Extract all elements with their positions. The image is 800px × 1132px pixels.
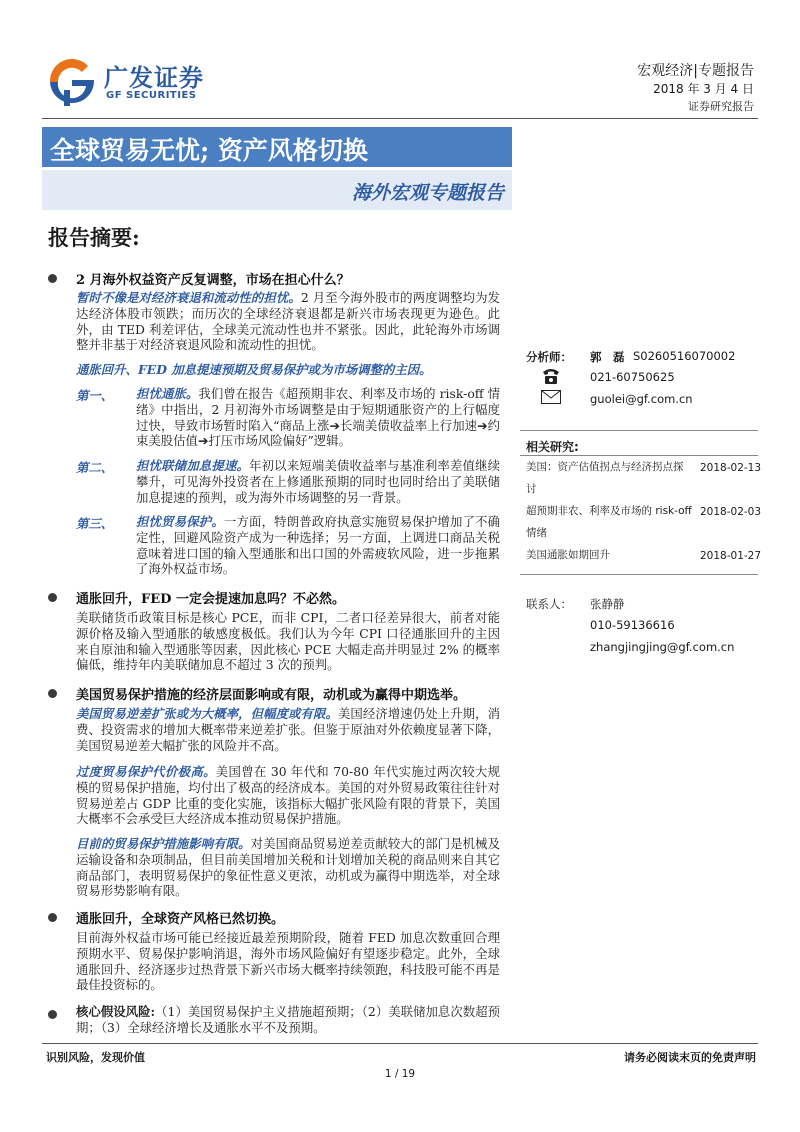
bullet-icon [48, 593, 57, 602]
point-3-label: 第三、 [76, 516, 114, 531]
related-item-2[interactable]: 超预期非农、利率及市场的 risk-off 情绪 [526, 505, 692, 539]
contact-phone: 010-59136616 [590, 618, 675, 632]
related-item-1[interactable]: 美国：资产估值拐点与经济拐点探讨 [526, 461, 684, 495]
section-3-point-3-text: 对美国商品贸易逆差贡献较大的部门是机械及运输设备和杂项制品，但目前美国增加关税和计划增加关税的商品则来自其它商品部门，表明贸易保护的象征性意义更浓，动机或为赢得中期选举，对全球贸易形势影响有限。 [76, 836, 501, 899]
section-3-point-1 [76, 706, 500, 753]
section-3-point-3-lead: 目前的贸易保护措施影响有限。 [76, 836, 251, 851]
footer-disclaimer: 请务必阅读末页的免责声明 [624, 1051, 756, 1064]
analyst-id: S0260516070002 [633, 349, 736, 363]
section-3-point-1-lead: 美国贸易逆差扩张或为大概率，但幅度或有限。 [76, 706, 338, 721]
section-5-heading: 核心假设风险: [76, 1004, 156, 1019]
bullet-icon [48, 689, 57, 698]
section-3-point-1-text: 美国经济增速仍处上升期，消费、投资需求的增加大概率带来逆差扩张。但鉴于原油对外依赖度显著下降，美国贸易逆差大幅扩张的风险并不高。 [76, 706, 501, 753]
related-item-3[interactable]: 美国通胀如期回升 [526, 549, 610, 561]
section-1-sub-lead: 通胀回升、FED 加息提速预期及贸易保护或为市场调整的主因。 [76, 362, 432, 377]
page-number: 1 / 19 [384, 1068, 416, 1080]
footer-divider [42, 1043, 758, 1044]
related-item-1-date: 2018-02-13 [700, 462, 762, 474]
phone-icon [541, 367, 561, 385]
bullet-icon [48, 913, 57, 922]
report-category: 宏观经济|专题报告 [637, 63, 754, 79]
report-date: 2018 年 3 月 4 日 [653, 82, 754, 96]
sidebar-divider [520, 574, 758, 575]
analyst-email[interactable]: guolei@gf.com.cn [590, 392, 693, 406]
point-2-text: 年初以来短端美债收益率与基准利率差值继续攀升，可见海外投资者在上修通胀预期的同时也同时给出了美联储加息提速的预判，或为海外市场调整的另一背景。 [136, 458, 501, 505]
point-3-text: 一方面，特朗普政府执意实施贸易保护增加了不确定性，回避风险资产成为一种选择；另一方面，上调进口商品关税意味着进口国的输入型通胀和出口国的外需疲软风险，进一步拖累了海外权益市场。 [136, 514, 501, 577]
report-type: 证券研究报告 [688, 100, 754, 113]
point-2-paragraph [136, 458, 500, 505]
report-subtitle: 海外宏观专题报告 [351, 182, 504, 204]
related-research-title: 相关研究: [526, 440, 579, 454]
section-2-heading: 通胀回升，FED 一定会提速加息吗？不必然。 [76, 592, 345, 607]
contact-email[interactable]: zhangjingjing@gf.com.cn [590, 640, 735, 654]
company-logo [42, 52, 212, 112]
section-5-text: （1）美国贸易保护主义措施超预期；（2）美联储加息次数超预期；（3）全球经济增长及通胀水平不及预期。 [76, 1004, 500, 1035]
contact-name: 张静静 [590, 597, 625, 611]
point-1-text: 我们曾在报告《超预期非农、利率及市场的 risk-off 情绪》中指出，2 月初海外市场调整是由于短期通胀资产的上行幅度过快，导致市场暂时陷入“商品上涨➔长端美债收益率上行加速➔约束美股估值➔打压市场风险偏好”逻辑。 [136, 386, 501, 449]
bullet-icon [48, 274, 57, 283]
point-1-paragraph [136, 386, 500, 449]
report-title: 全球贸易无忧; 资产风格切换 [50, 136, 368, 165]
point-1-label: 第一、 [76, 388, 114, 403]
summary-heading: 报告摘要: [48, 225, 140, 250]
logo-text-en: GF SECURITIES [106, 90, 197, 101]
point-2-label: 第二、 [76, 460, 114, 475]
section-2-text: 美联储货币政策目标是核心 PCE，而非 CPI，二者口径差异很大，前者对能源价格及输入型通胀的敏感度极低。我们认为今年 CPI 口径通胀回升的主因来自原油和输入型通胀等因素，因此核心 PCE 大幅走高并明显过 2% 的概率偏低，维持年内美联储加息不超过 3 次的预判。 [76, 610, 500, 673]
bullet-icon [48, 1010, 57, 1019]
email-icon [541, 390, 561, 404]
section-3-point-2 [76, 764, 500, 827]
section-3-point-3 [76, 836, 500, 899]
gf-logo-icon [42, 52, 102, 112]
footer-slogan: 识别风险，发现价值 [46, 1051, 145, 1064]
analyst-label: 分析师： [526, 350, 572, 364]
sidebar-divider [520, 430, 758, 431]
section-3-point-2-lead: 过度贸易保护代价极高。 [76, 764, 216, 779]
analyst-phone: 021-60750625 [590, 370, 675, 384]
section-3-heading: 美国贸易保护措施的经济层面影响或有限，动机或为赢得中期选举。 [76, 688, 467, 703]
related-item-3-date: 2018-01-27 [700, 550, 762, 562]
section-3-point-2-text: 美国曾在 30 年代和 70-80 年代实施过两次较大规模的贸易保护措施，均付出了极高的经济成本。美国的对外贸易政策往往针对贸易逆差占 GDP 比重的变化实施，该指标大幅扩张风险有限的背景下，美国大概率不会承受巨大经济成本推动贸易保护措施。 [76, 764, 500, 827]
logo-text-cn: 广发证券 [104, 64, 204, 92]
analyst-name: 郭 磊 [590, 350, 625, 364]
section-1-lead: 暂时不像是对经济衰退和流动性的担忧。 [76, 290, 301, 305]
header-divider [42, 118, 758, 119]
section-1-heading: 2 月海外权益资产反复调整，市场在担心什么？ [76, 273, 350, 288]
contact-label: 联系人： [526, 597, 572, 611]
related-item-2-date: 2018-02-03 [700, 506, 762, 518]
point-3-paragraph [136, 514, 500, 577]
section-1-paragraph [76, 290, 500, 353]
point-3-lead: 担忧贸易保护。 [136, 514, 224, 529]
point-2-lead: 担忧联储加息提速。 [136, 458, 250, 473]
section-4-text: 目前海外权益市场可能已经接近最差预期阶段，随着 FED 加息次数重回合理预期水平、贸易保护影响消退，海外市场风险偏好有望逐步稳定。此外，全球通胀回升、经济逐步过热背景下新兴市场大概率持续领跑，科技股可能不再是最佳投资标的。 [76, 930, 500, 993]
section-4-heading: 通胀回升，全球资产风格已然切换。 [76, 912, 285, 927]
section-1-text: 2 月至今海外股市的两度调整均为发达经济体股市领跌；而历次的全球经济衰退都是新兴市场表现更为逊色。此外，由 TED 利差评估，全球美元流动性也并不紧张。因此，此轮海外市场调整并非基于对经济衰退风险和流动性的担忧。 [76, 290, 501, 353]
point-1-lead: 担忧通胀。 [136, 386, 199, 401]
section-5-paragraph [76, 1004, 500, 1036]
